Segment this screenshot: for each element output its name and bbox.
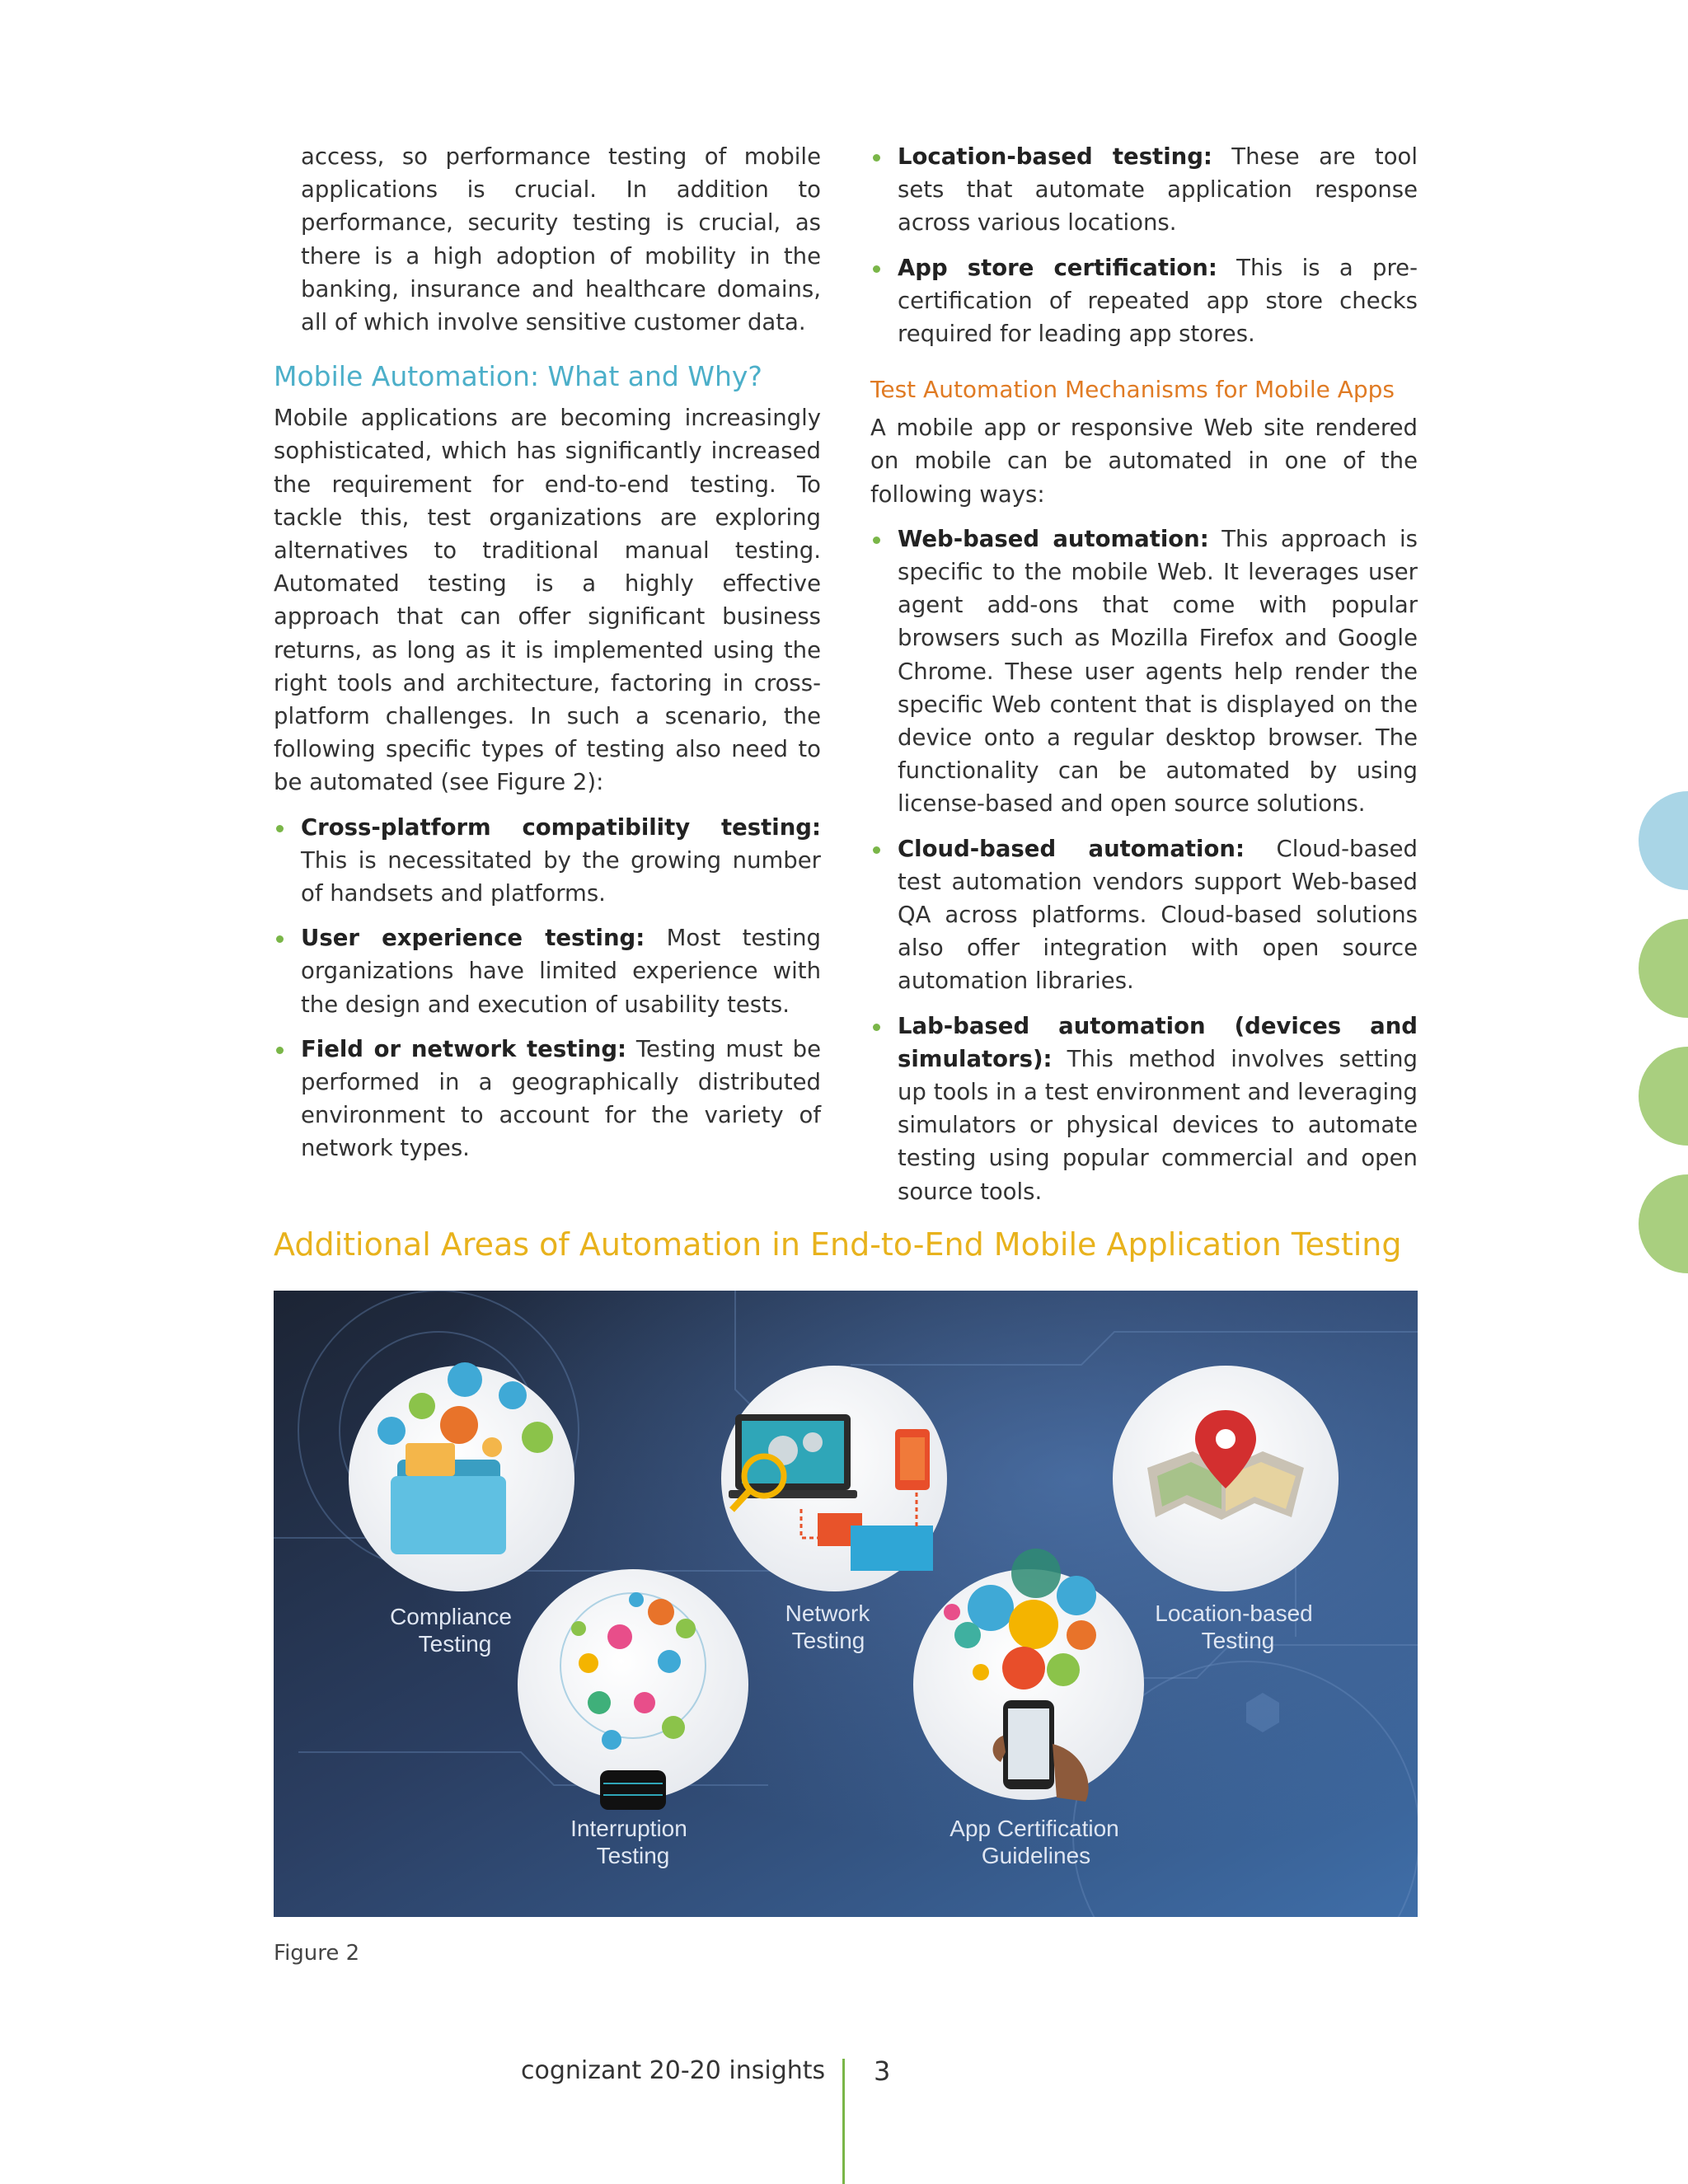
list-item [870,140,1418,240]
bullet-text: This is a pre-certification of repeated app store checks required for leading app stores. [898,254,1418,348]
list-item [274,1033,821,1165]
bullet-icon [873,846,880,854]
bullet-term: Cloud-based automation: [898,835,1245,862]
bullet-term: App store certification: [898,254,1217,281]
testing-types-list [274,811,821,1165]
bullet-text: These are tool sets that automate application response across various locations. [898,143,1418,237]
figure-illustration [274,1291,1418,1917]
bullet-icon [276,1047,284,1054]
list-item [870,251,1418,351]
bullet-icon [873,154,880,162]
bullet-text: This approach is specific to the mobile Web. It leverages user agent add-ons that come with popular browsers such as Mozilla Firefox and Google Chrome. These user agents help render the specific Web content that is displayed on the device onto a regular desktop browser. The functionality can be automated by using license-based and open source solutions. [898,525,1418,818]
bullet-term: Web-based automation: [898,525,1209,552]
label-appcert-2: Guidelines [981,1843,1091,1868]
label-interruption-2: Testing [596,1843,670,1868]
mechanisms-intro: A mobile app or responsive Web site rendered on mobile can be automated in one of the following ways: [870,415,1418,508]
figure-title: Additional Areas of Automation in End-to-End Mobile Application Testing [274,1226,1402,1263]
bullet-text: This method involves setting up tools in a test environment and leveraging simulators or physical devices to automate testing using popular commercial and open source tools. [898,1045,1418,1205]
label-location-1: Location-based [1155,1601,1313,1626]
side-decoration-green [1639,1047,1688,1146]
label-compliance-1: Compliance [390,1604,512,1629]
label-interruption-1: Interruption [570,1816,687,1841]
bullet-icon [873,265,880,273]
list-item [274,811,821,911]
location-based-testing-disc [1113,1366,1339,1591]
figure-caption: Figure 2 [274,1941,360,1966]
body-paragraph: Mobile applications are becoming increasingly sophisticated, which has significantly increased the requirement for end-to-end testing. To tackle this, test organizations are exploring alternatives to traditional manual testing. Automated testing is a highly effective approach that can offer significant business returns, as long as it is implemented using the right tools and architecture, factoring in cross-platform challenges. In such a scenario, the following specific types of testing also need to be automated (see Figure 2): [274,405,821,796]
label-network-1: Network [785,1601,870,1626]
figure-svg [274,1291,1418,1917]
list-item [274,921,821,1021]
top-bullet-list [870,140,1418,350]
label-location-2: Testing [1201,1628,1275,1653]
right-column [870,140,1418,1220]
label-compliance-2: Testing [418,1631,492,1657]
intro-paragraph: access, so performance testing of mobile applications is crucial. In addition to performance, security testing is crucial, as there is a high adoption of mobility in the banking, insurance and healthcare domains, all of which involve sensitive customer data. [301,143,821,336]
bullet-text: This is necessitated by the growing number of handsets and platforms. [301,846,821,907]
page-number: 3 [874,2055,891,2087]
bullet-icon [276,935,284,943]
list-item [870,523,1418,821]
bullet-term: User experience testing: [301,925,645,952]
list-item [870,832,1418,998]
bullet-text: Testing must be performed in a geographically distributed environment to account for the variety of network types. [301,1035,821,1162]
network-testing-disc [721,1366,947,1591]
left-column [274,140,821,1177]
subsection-heading: Test Automation Mechanisms for Mobile Apps [870,376,1395,404]
label-appcert-1: App Certification [950,1816,1119,1841]
label-network-2: Testing [791,1628,865,1653]
bullet-term: Cross-platform compatibility testing: [301,813,821,841]
bullet-text: Most testing organizations have limited experience with the design and execution of usability tests. [301,925,821,1018]
bullet-icon [276,825,284,832]
footer-publication: cognizant 20-20 insights [521,2056,826,2085]
side-decoration-green [1639,1174,1688,1273]
bullet-term: Location-based testing: [898,143,1212,170]
side-decoration-blue [1639,791,1688,890]
bullet-text: Cloud-based test automation vendors support Web-based QA across platforms. Cloud-based solutions also offer integration with open source automation libraries. [898,835,1418,995]
section-heading: Mobile Automation: What and Why? [274,360,762,393]
bullet-term: Field or network testing: [301,1035,627,1062]
bullet-icon [873,1024,880,1031]
bullet-icon [873,537,880,544]
side-decoration-green [1639,919,1688,1018]
list-item [870,1010,1418,1208]
footer-divider [842,2059,845,2184]
bullet-term: Lab-based automation (devices and simulators): [898,1012,1418,1072]
mechanisms-list [870,523,1418,1208]
